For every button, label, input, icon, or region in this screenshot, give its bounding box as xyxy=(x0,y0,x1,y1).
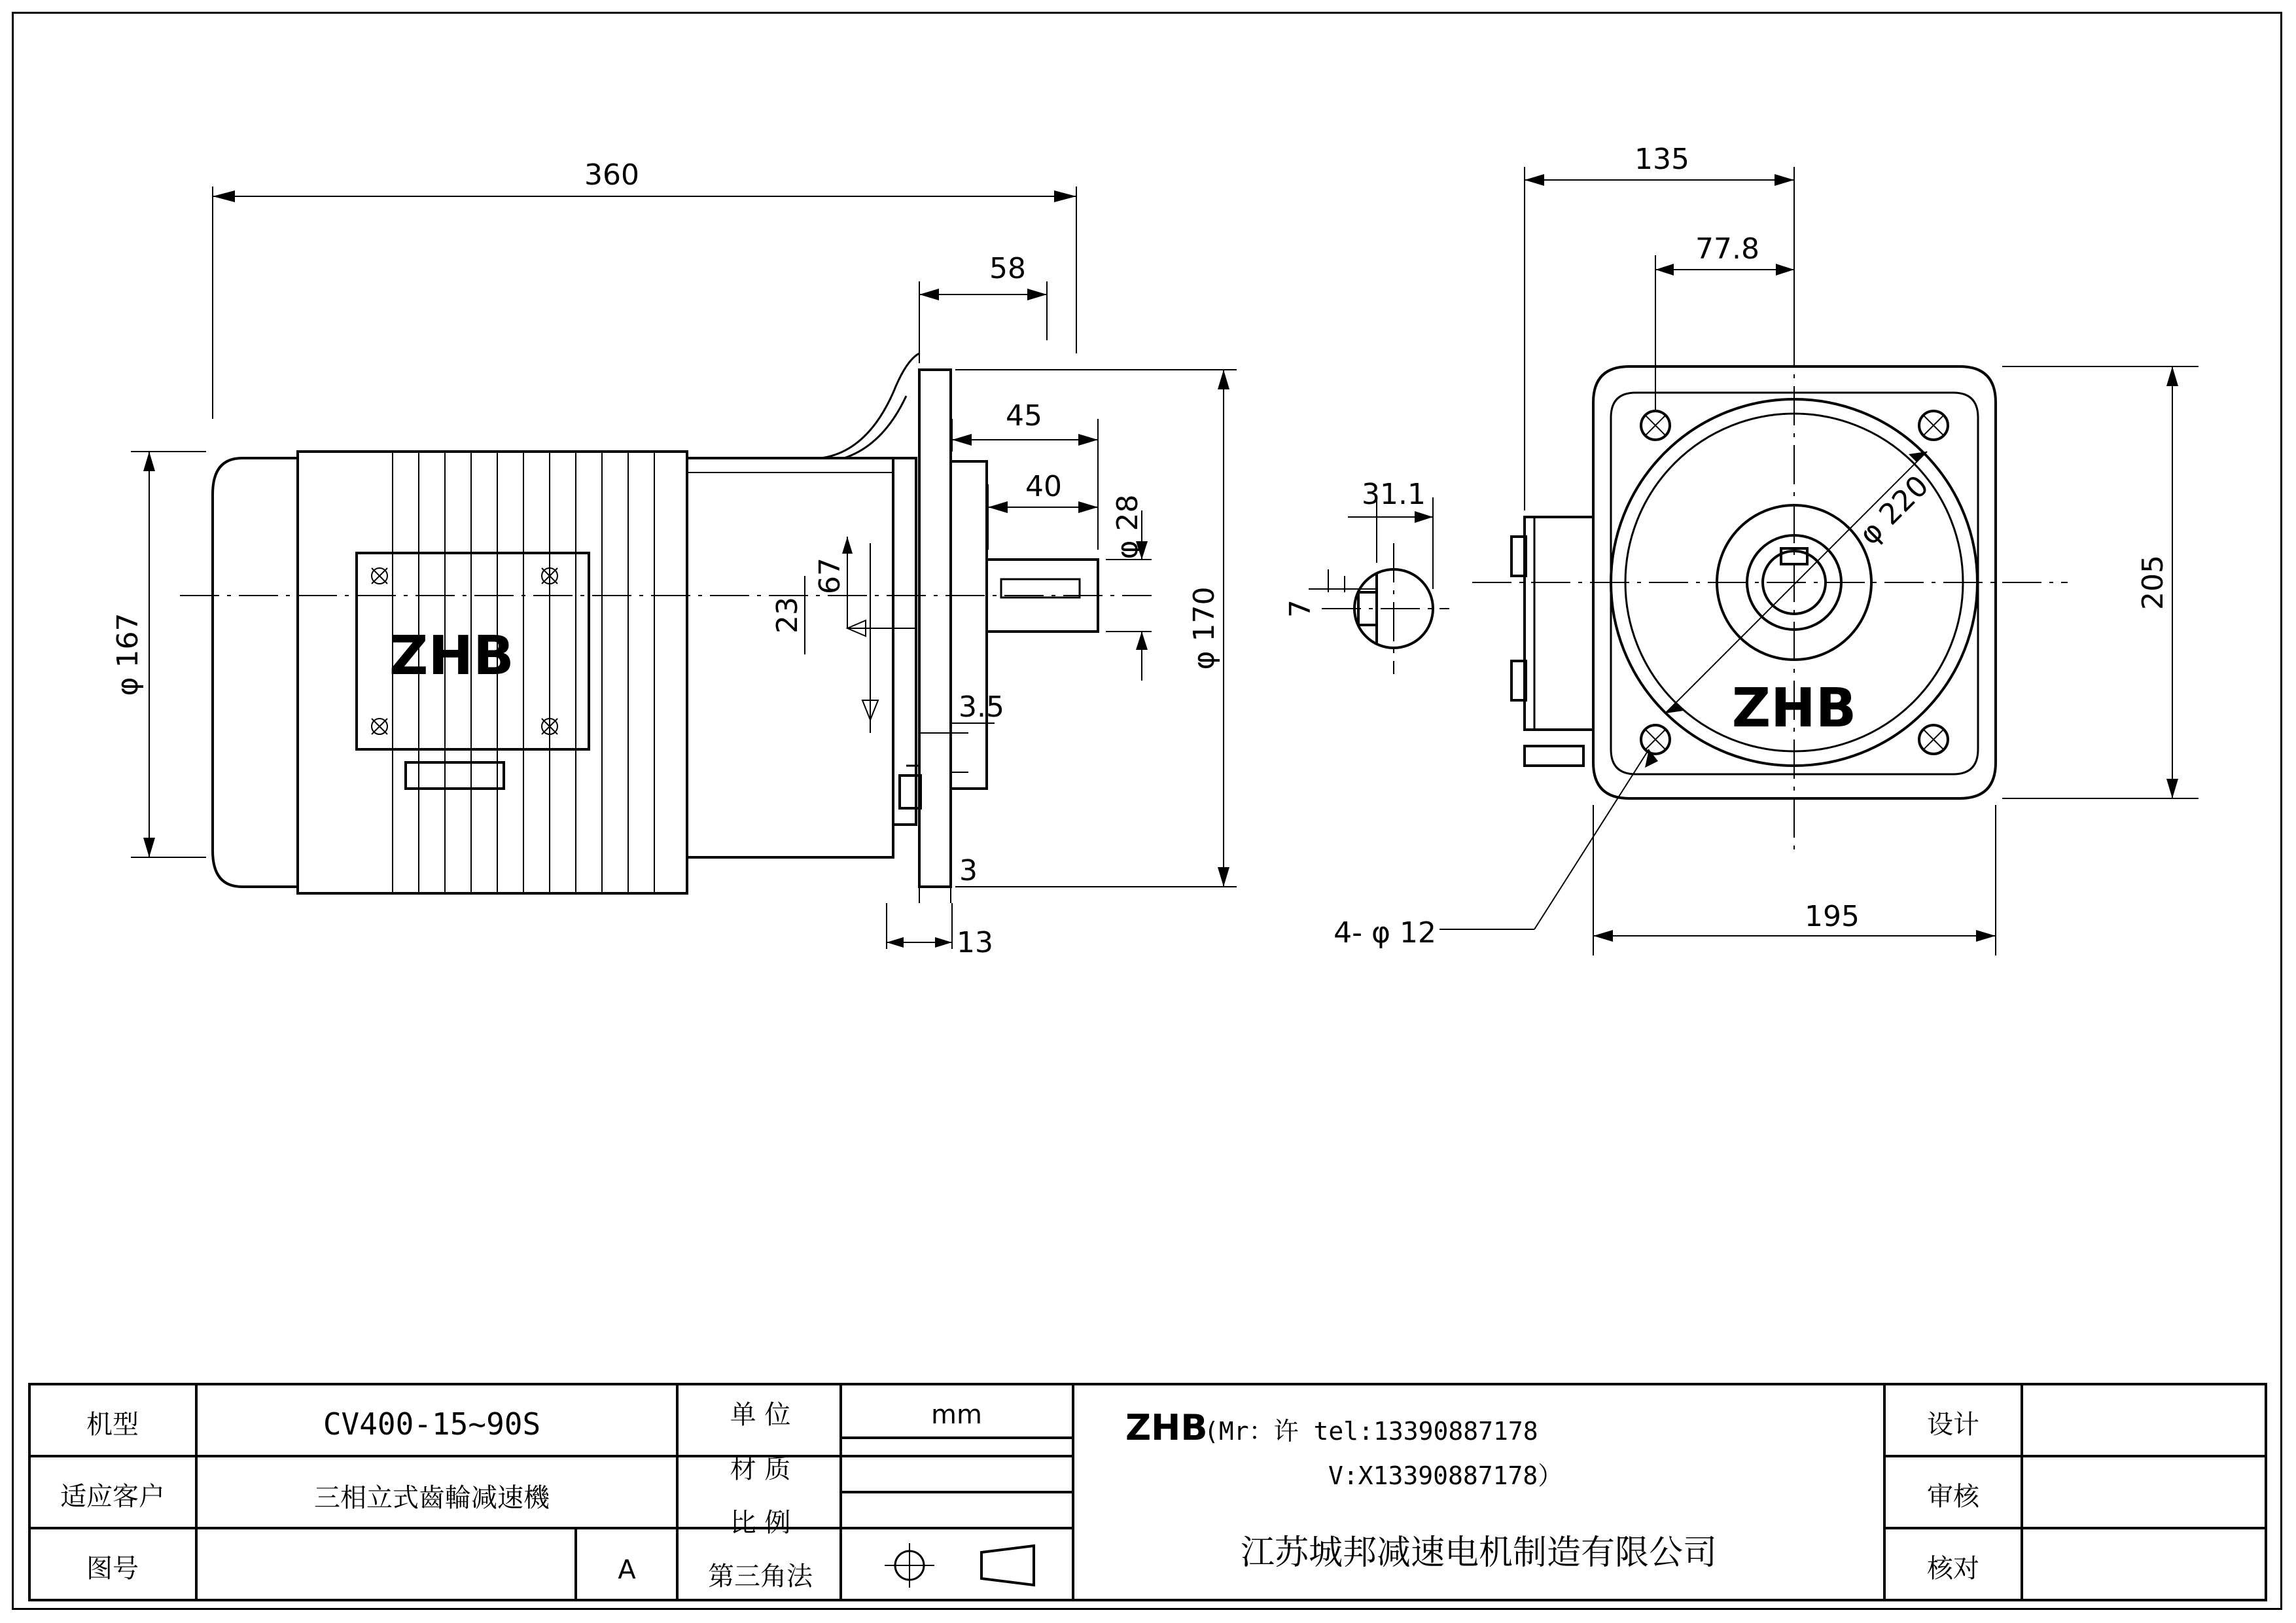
third-angle-projection-symbol xyxy=(885,1543,1034,1588)
tb-company-contact: (Mr：许 tel:13390887178 xyxy=(1204,1417,1538,1446)
tb-label-review: 审核 xyxy=(1927,1482,1979,1512)
dim-67: 67 xyxy=(813,558,847,594)
dim-31-1: 31.1 xyxy=(1362,478,1426,511)
dim-motor-dia: φ 167 xyxy=(111,613,145,696)
dim-3: 3 xyxy=(959,854,978,887)
title-block xyxy=(29,1384,2266,1600)
tb-company-name: 江苏城邦减速电机制造有限公司 xyxy=(1240,1533,1718,1573)
dim-23: 23 xyxy=(771,597,804,633)
tb-label-unit: 单 位 xyxy=(730,1400,791,1430)
dim-58: 58 xyxy=(989,252,1026,285)
tb-label-design: 设计 xyxy=(1927,1410,1979,1440)
dim-205: 205 xyxy=(2136,555,2170,610)
dim-shaft-dia: φ 28 xyxy=(1111,494,1144,560)
tb-label-check: 核对 xyxy=(1927,1554,1979,1584)
dim-bolt-circle: φ 220 xyxy=(1852,469,1935,552)
tb-label-scale: 比 例 xyxy=(730,1508,791,1538)
tb-sheet-letter: A xyxy=(618,1555,636,1585)
dim-7: 7 xyxy=(1284,599,1317,618)
tb-label-projection: 第三角法 xyxy=(708,1561,813,1592)
dim-45: 45 xyxy=(1006,399,1042,433)
tb-value-model: CV400-15~90S xyxy=(323,1406,541,1442)
tb-label-model: 机型 xyxy=(86,1410,139,1440)
dim-4-holes: 4- φ 12 xyxy=(1333,916,1436,950)
tb-label-material: 材 质 xyxy=(730,1454,791,1484)
left-view xyxy=(111,158,1237,959)
tb-label-drawing-no: 图号 xyxy=(86,1554,139,1584)
left-view-brand: ZHB xyxy=(389,625,514,687)
dim-40: 40 xyxy=(1025,470,1062,503)
dim-77-8: 77.8 xyxy=(1695,232,1759,266)
dim-135: 135 xyxy=(1634,143,1689,176)
key-section-view xyxy=(1284,478,1449,674)
dim-overall-length: 360 xyxy=(584,158,639,192)
dim-3-5: 3.5 xyxy=(959,690,1004,724)
dim-flange-dia: φ 170 xyxy=(1188,586,1221,670)
tb-company-contact2: V:X13390887178） xyxy=(1328,1461,1563,1490)
tb-company-brand: ZHB xyxy=(1125,1407,1208,1448)
right-view xyxy=(1333,143,2199,955)
tb-value-unit: mm xyxy=(931,1400,982,1430)
dim-195: 195 xyxy=(1805,900,1860,933)
tb-value-customer: 三相立式齒輪减速機 xyxy=(314,1483,550,1513)
dim-13: 13 xyxy=(957,926,993,959)
tb-label-customer: 适应客户 xyxy=(60,1482,165,1512)
right-view-brand: ZHB xyxy=(1731,677,1857,740)
